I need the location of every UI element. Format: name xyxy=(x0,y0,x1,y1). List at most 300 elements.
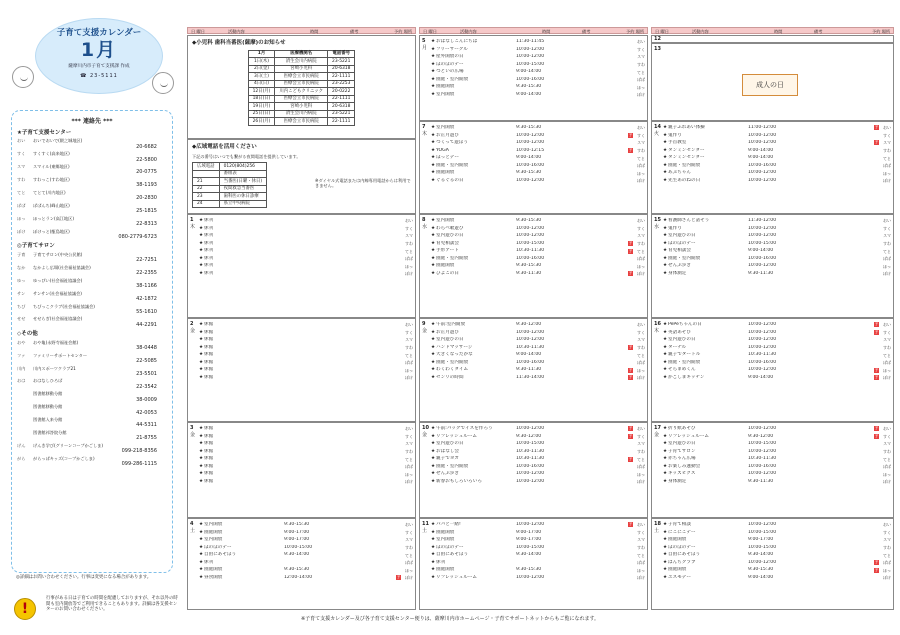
event-place: てと xyxy=(637,456,645,462)
star-icon: ★ xyxy=(430,567,436,573)
event-time: 9:00-17:00 xyxy=(516,529,542,535)
star-icon: ★ xyxy=(198,575,204,581)
contact-info xyxy=(33,229,167,241)
day-number: 18 xyxy=(654,521,661,527)
event-time: 10:00-12:00 xyxy=(516,471,545,477)
event-row xyxy=(430,132,645,140)
contact-info xyxy=(33,456,167,468)
contact-phone: 38-0009 xyxy=(136,396,157,403)
event-place: おい xyxy=(405,322,413,328)
star-icon: ★ xyxy=(198,240,204,246)
day-cell xyxy=(419,121,648,214)
event-row xyxy=(430,448,645,456)
event-name: 園庭開放 xyxy=(436,170,455,176)
star-icon: ★ xyxy=(430,433,436,439)
event-row xyxy=(430,154,645,162)
star-icon: ★ xyxy=(430,233,436,239)
contact-row xyxy=(17,203,167,215)
event-time: 9:00-14:00 xyxy=(748,375,774,381)
star-icon: ★ xyxy=(662,359,668,365)
event-list xyxy=(662,124,891,185)
event-row xyxy=(662,344,891,352)
star-icon: ★ xyxy=(198,352,204,358)
event-place: おい xyxy=(637,322,645,328)
contact-abbr: てと xyxy=(17,189,26,195)
event-place: すわ xyxy=(637,148,645,154)
event-name: 園庭開放 xyxy=(204,529,223,535)
event-place: おい xyxy=(637,426,645,432)
day-weekday: 金 xyxy=(654,432,660,438)
event-row xyxy=(430,478,645,486)
contact-phone: 23-5501 xyxy=(136,370,157,377)
contact-name: 図書館祁答院分館 xyxy=(33,430,67,436)
contact-phone: 38-1166 xyxy=(136,283,157,290)
event-row xyxy=(430,536,645,544)
event-row xyxy=(662,240,891,248)
contact-info xyxy=(33,378,167,390)
contact-name: 図書館移動分館 xyxy=(33,404,63,410)
star-icon: ★ xyxy=(430,170,436,176)
contact-row xyxy=(17,353,167,365)
contact-row xyxy=(17,304,167,316)
star-icon: ★ xyxy=(430,162,436,168)
star-icon: ★ xyxy=(430,521,436,527)
duty-cell: 18日(日) xyxy=(248,95,275,103)
star-icon: ★ xyxy=(198,567,204,573)
event-row xyxy=(430,559,645,567)
day-weekday: 土 xyxy=(422,528,428,534)
col-place: 予約 場所 xyxy=(394,28,413,34)
star-icon: ★ xyxy=(430,559,436,565)
star-icon: ★ xyxy=(430,552,436,558)
event-row xyxy=(198,255,413,263)
event-name: にこにこデー xyxy=(668,529,696,535)
duty-cell: 医療会立市民病院 xyxy=(275,95,328,103)
star-icon: ★ xyxy=(430,575,436,581)
contact-phone: 22-5085 xyxy=(136,357,157,364)
contact-info xyxy=(33,164,167,176)
day-cell xyxy=(651,214,894,318)
reservation-badge: 予 xyxy=(874,567,879,572)
event-row xyxy=(430,329,645,337)
day-cell xyxy=(419,35,648,121)
event-place: スマ xyxy=(637,233,645,239)
contact-phone: 099-286-1115 xyxy=(121,461,157,468)
contact-abbr: ほっ xyxy=(17,215,26,221)
event-place: すく xyxy=(637,46,645,52)
event-row xyxy=(198,270,413,278)
event-time: 10:30-11:30 xyxy=(516,344,545,350)
col-event: 活動内容 xyxy=(692,28,709,34)
star-icon: ★ xyxy=(662,255,668,261)
star-icon: ★ xyxy=(430,255,436,261)
event-row xyxy=(430,46,645,54)
star-icon: ★ xyxy=(198,271,204,277)
event-place: ぽけ xyxy=(405,271,413,277)
duty-cell: 19日(月) xyxy=(248,103,275,111)
event-place: おい xyxy=(883,426,891,432)
event-time: 9:30-11:30 xyxy=(516,271,542,277)
event-time: 9:00-14:00 xyxy=(516,69,542,75)
event-time: 12:00-14:00 xyxy=(284,575,313,581)
event-list xyxy=(198,521,413,582)
day-number: 3 xyxy=(190,425,194,431)
event-place: ぽけ xyxy=(637,375,645,381)
duty-cell: 宮崎小児科 xyxy=(275,65,328,73)
star-icon: ★ xyxy=(430,61,436,67)
contact-phone: 38-1193 xyxy=(136,182,157,189)
event-row xyxy=(662,367,891,375)
event-place: おい xyxy=(405,522,413,528)
event-row xyxy=(430,567,645,575)
event-name: ぜんぶ歩き xyxy=(668,263,691,269)
event-name: 英語あそび xyxy=(668,329,691,335)
star-icon: ★ xyxy=(430,479,436,485)
contact-name: すくすく(高来地区) xyxy=(33,151,70,157)
contact-name: なかよし広場(社会福祉協議会) xyxy=(33,264,91,270)
reservation-badge: 予 xyxy=(628,241,633,246)
event-place: ほっ xyxy=(405,367,413,373)
event-row xyxy=(430,38,645,46)
star-icon: ★ xyxy=(198,552,204,558)
star-icon: ★ xyxy=(430,329,436,335)
star-icon: ★ xyxy=(430,425,436,431)
event-row xyxy=(430,521,645,529)
day-number: 7 xyxy=(422,124,426,130)
phone-cell: 夜間救急当番医 xyxy=(219,185,267,193)
col-place: 予約 場所 xyxy=(872,28,891,34)
star-icon: ★ xyxy=(198,225,204,231)
event-place: おい xyxy=(883,218,891,224)
event-place: すわ xyxy=(637,62,645,68)
star-icon: ★ xyxy=(430,375,436,381)
event-name: ユスモデー xyxy=(668,575,691,581)
contact-abbr xyxy=(17,430,33,442)
event-row xyxy=(430,84,645,92)
event-row xyxy=(430,162,645,170)
event-place: すわ xyxy=(637,449,645,455)
event-list xyxy=(430,425,645,486)
event-time: 9:30-11:30 xyxy=(748,271,774,277)
star-icon: ★ xyxy=(430,69,436,75)
star-icon: ★ xyxy=(198,344,204,350)
star-icon: ★ xyxy=(198,448,204,454)
duty-cell: 2日(金) xyxy=(248,65,275,73)
event-time: 10:00-12:00 xyxy=(516,479,545,485)
event-place: すわ xyxy=(883,345,891,351)
event-time: 10:00-15:00 xyxy=(516,441,545,447)
event-place: ぱぱ xyxy=(637,464,645,470)
event-name: おはなし会 xyxy=(436,448,459,454)
event-time: 9:30-15:30 xyxy=(516,263,542,269)
event-place: ほっ xyxy=(637,471,645,477)
day-number: 17 xyxy=(654,425,661,431)
day-cell xyxy=(419,518,648,610)
star-icon: ★ xyxy=(198,537,204,543)
event-place: ぱぱ xyxy=(883,256,891,262)
contact-abbr xyxy=(17,391,33,403)
event-row xyxy=(662,463,891,471)
event-time: 9:00-17:00 xyxy=(284,537,310,543)
day-cell xyxy=(651,518,894,610)
day-number: 9 xyxy=(422,321,426,327)
star-icon: ★ xyxy=(662,225,668,231)
contact-info xyxy=(33,443,167,455)
event-name: かごしまキッチン xyxy=(668,375,705,381)
contact-phone: 38-0448 xyxy=(136,345,157,352)
contact-abbr: おい xyxy=(17,138,26,144)
event-place: すく xyxy=(637,529,645,535)
reservation-badge: 予 xyxy=(874,367,879,372)
event-time: 9:30-15:30 xyxy=(284,567,310,573)
contact-info xyxy=(33,151,167,163)
event-name: 育児相談会 xyxy=(668,248,691,254)
day-number: 16 xyxy=(654,321,661,327)
event-row xyxy=(662,270,891,278)
event-name: 室内遊びの日 xyxy=(668,337,696,343)
event-time: 9:30-15:30 xyxy=(516,170,542,176)
calendar-title: 子育て支援カレンダー xyxy=(56,28,142,38)
event-name: フリーサークル xyxy=(436,46,468,52)
event-name: 休館 xyxy=(204,448,214,454)
star-icon: ★ xyxy=(430,76,436,82)
event-name: ターナル xyxy=(668,344,687,350)
star-icon: ★ xyxy=(430,456,436,462)
event-time: 10:30-11:30 xyxy=(516,448,545,454)
event-place: てと xyxy=(637,352,645,358)
star-icon: ★ xyxy=(662,248,668,254)
event-row xyxy=(662,132,891,140)
contact-row xyxy=(17,164,167,176)
event-time: 10:00-12:00 xyxy=(748,170,777,176)
event-time: 9:30-15:30 xyxy=(516,124,542,130)
day-number: 4 xyxy=(190,521,194,527)
contact-abbr: ファ xyxy=(17,352,26,358)
event-row xyxy=(198,217,413,225)
event-name: 園庭・室内開放 xyxy=(436,76,469,82)
event-place: すわ xyxy=(405,545,413,551)
child-face-icon xyxy=(152,72,174,94)
event-place: ぽけ xyxy=(883,375,891,381)
event-place: ほっ xyxy=(883,567,891,573)
day-cell xyxy=(419,214,648,318)
contacts-title: *** 連絡先 *** xyxy=(71,118,113,125)
day-weekday: 水 xyxy=(422,224,428,230)
event-place: ほっ xyxy=(405,471,413,477)
star-icon: ★ xyxy=(430,92,436,98)
contact-abbr: ぱぱ xyxy=(17,202,26,208)
event-row xyxy=(198,247,413,255)
event-place: すく xyxy=(405,225,413,231)
event-time: 10:00-12:00 xyxy=(516,233,545,239)
star-icon: ★ xyxy=(198,521,204,527)
event-place: スマ xyxy=(637,54,645,60)
event-time: 9:30-15:30 xyxy=(284,521,310,527)
day-cell-13 xyxy=(651,43,894,121)
event-row xyxy=(430,344,645,352)
event-row xyxy=(430,574,645,582)
event-name: 室内開放 xyxy=(436,92,455,98)
event-place: ぱぱ xyxy=(637,256,645,262)
star-icon: ★ xyxy=(198,321,204,327)
event-row xyxy=(662,247,891,255)
event-time: 10:00-12:00 xyxy=(748,367,777,373)
day-weekday: 月 xyxy=(422,45,428,51)
day-number: 13 xyxy=(654,46,661,52)
contact-phone: 22-5800 xyxy=(136,156,157,163)
event-name: リフレッシュルーム xyxy=(436,575,478,581)
event-place: すく xyxy=(405,329,413,335)
star-icon: ★ xyxy=(430,155,436,161)
event-row xyxy=(430,255,645,263)
event-place: すわ xyxy=(405,449,413,455)
contact-row xyxy=(17,291,167,303)
event-list xyxy=(430,38,645,99)
star-icon: ★ xyxy=(198,255,204,261)
event-name: センリの時間 xyxy=(436,375,464,381)
reservation-badge: 予 xyxy=(628,148,633,153)
event-name: 親子でヨガ xyxy=(436,456,459,462)
event-row xyxy=(662,471,891,479)
event-place: スマ xyxy=(405,233,413,239)
event-row xyxy=(662,329,891,337)
duty-cell: 1日(木) xyxy=(248,58,275,66)
star-icon: ★ xyxy=(198,217,204,223)
star-icon: ★ xyxy=(198,479,204,485)
event-time: 10:00-12:15 xyxy=(516,147,545,153)
star-icon: ★ xyxy=(662,471,668,477)
event-name: 園庭・室内開放 xyxy=(436,463,469,469)
event-name: 室内開放 xyxy=(436,217,455,223)
star-icon: ★ xyxy=(430,537,436,543)
duty-cell: 22-1111 xyxy=(328,95,355,103)
footer-note: ※子育て支援カレンダー及び各子育て支援センター便りは、薩摩川内市ホームページ・子育てサポートネットからもご覧になれます。 xyxy=(300,616,600,622)
event-row xyxy=(430,321,645,329)
contact-info xyxy=(33,391,167,403)
event-time: 11:30-14:00 xyxy=(516,375,545,381)
star-icon: ★ xyxy=(430,448,436,454)
event-time: 10:00-12:00 xyxy=(748,471,777,477)
duty-cell: 4日(日) xyxy=(248,80,275,88)
event-time: 10:00-12:00 xyxy=(516,46,545,52)
phone-table xyxy=(192,162,267,208)
star-icon: ★ xyxy=(662,155,668,161)
calendar-month: 1月 xyxy=(80,39,118,61)
day-cell xyxy=(651,318,894,422)
event-row xyxy=(198,321,413,329)
event-row xyxy=(430,53,645,61)
contact-name: ファミリーサポートセンター xyxy=(33,352,88,358)
event-place: てと xyxy=(883,155,891,161)
duty-cell: 26日(月) xyxy=(248,118,275,126)
phone-cell: 23 xyxy=(193,193,220,201)
duty-cell: 20-0222 xyxy=(328,88,355,96)
event-place: すく xyxy=(637,329,645,335)
star-icon: ★ xyxy=(662,521,668,527)
event-row xyxy=(198,536,413,544)
reservation-badge: 予 xyxy=(874,125,879,130)
event-name: 園庭開放 xyxy=(668,567,687,573)
event-row xyxy=(198,336,413,344)
event-name: 休刊 xyxy=(204,248,214,254)
event-place: ぽけ xyxy=(883,178,891,184)
event-name: わくわくタイム xyxy=(436,367,469,373)
star-icon: ★ xyxy=(662,433,668,439)
contact-abbr: すわ xyxy=(17,177,26,183)
event-row xyxy=(198,329,413,337)
event-name: 休館 xyxy=(204,479,214,485)
event-name: 屋外開放の日 xyxy=(436,54,464,60)
calendar-tel: ☎ 23-5111 xyxy=(80,73,118,79)
event-row xyxy=(662,351,891,359)
event-row xyxy=(662,551,891,559)
event-row xyxy=(198,455,413,463)
day-number: 14 xyxy=(654,124,661,130)
event-time: 10:00-12:00 xyxy=(748,521,777,527)
star-icon: ★ xyxy=(662,575,668,581)
contact-phone: 099-218-8356 xyxy=(121,448,157,455)
child-face-icon xyxy=(12,66,34,88)
duty-cell: 川内こどもクリニック xyxy=(275,88,328,96)
contact-name: 川内スポーツクラブ21 xyxy=(33,365,76,371)
event-row xyxy=(430,263,645,271)
event-time: 10:00-15:00 xyxy=(516,61,545,67)
event-time: 10:00-12:00 xyxy=(516,575,545,581)
event-time: 9:30-11:30 xyxy=(516,367,542,373)
event-row xyxy=(430,433,645,441)
event-row xyxy=(662,139,891,147)
day-weekday: 金 xyxy=(190,432,196,438)
reservation-badge: 予 xyxy=(396,575,401,580)
contact-abbr: スマ xyxy=(17,164,26,170)
duty-cell: 宮崎小児科 xyxy=(275,103,328,111)
event-name: 休刊 xyxy=(204,271,214,277)
event-list xyxy=(662,321,891,382)
star-icon: ★ xyxy=(662,233,668,239)
phone-title: ◆広域電話を活用ください xyxy=(192,144,257,150)
event-row xyxy=(662,177,891,185)
contact-phone: 20-0775 xyxy=(136,169,157,176)
col-day: 日 曜日 xyxy=(191,28,205,34)
col-event: 活動内容 xyxy=(228,28,245,34)
event-place: ぱぱ xyxy=(405,464,413,470)
event-time: 11:30-11:45 xyxy=(516,38,545,44)
event-place: ぽけ xyxy=(405,575,413,581)
event-row xyxy=(430,232,645,240)
event-time: 10:00-16:00 xyxy=(516,463,545,469)
phone-cell: 県立中央病院 xyxy=(219,200,267,208)
day-weekday: 土 xyxy=(654,528,660,534)
event-place: ほっ xyxy=(883,471,891,477)
star-icon: ★ xyxy=(198,471,204,477)
contact-phone: 22-7251 xyxy=(136,257,157,264)
phone-cell xyxy=(193,170,220,178)
event-time: 9:00-14:00 xyxy=(516,352,542,358)
star-icon: ★ xyxy=(430,263,436,269)
event-time: 10:00-16:00 xyxy=(748,463,777,469)
reservation-badge: 予 xyxy=(874,375,879,380)
col-time: 時間 xyxy=(774,28,783,34)
event-time: 10:00-12:00 xyxy=(516,521,545,527)
event-name: 鬼作り xyxy=(668,225,682,231)
star-icon: ★ xyxy=(662,124,668,130)
day-number: 10 xyxy=(422,425,429,431)
event-place: てと xyxy=(405,552,413,558)
event-place: スマ xyxy=(883,537,891,543)
event-time: 10:00-15:00 xyxy=(284,544,313,550)
event-row xyxy=(662,544,891,552)
event-row xyxy=(198,529,413,537)
